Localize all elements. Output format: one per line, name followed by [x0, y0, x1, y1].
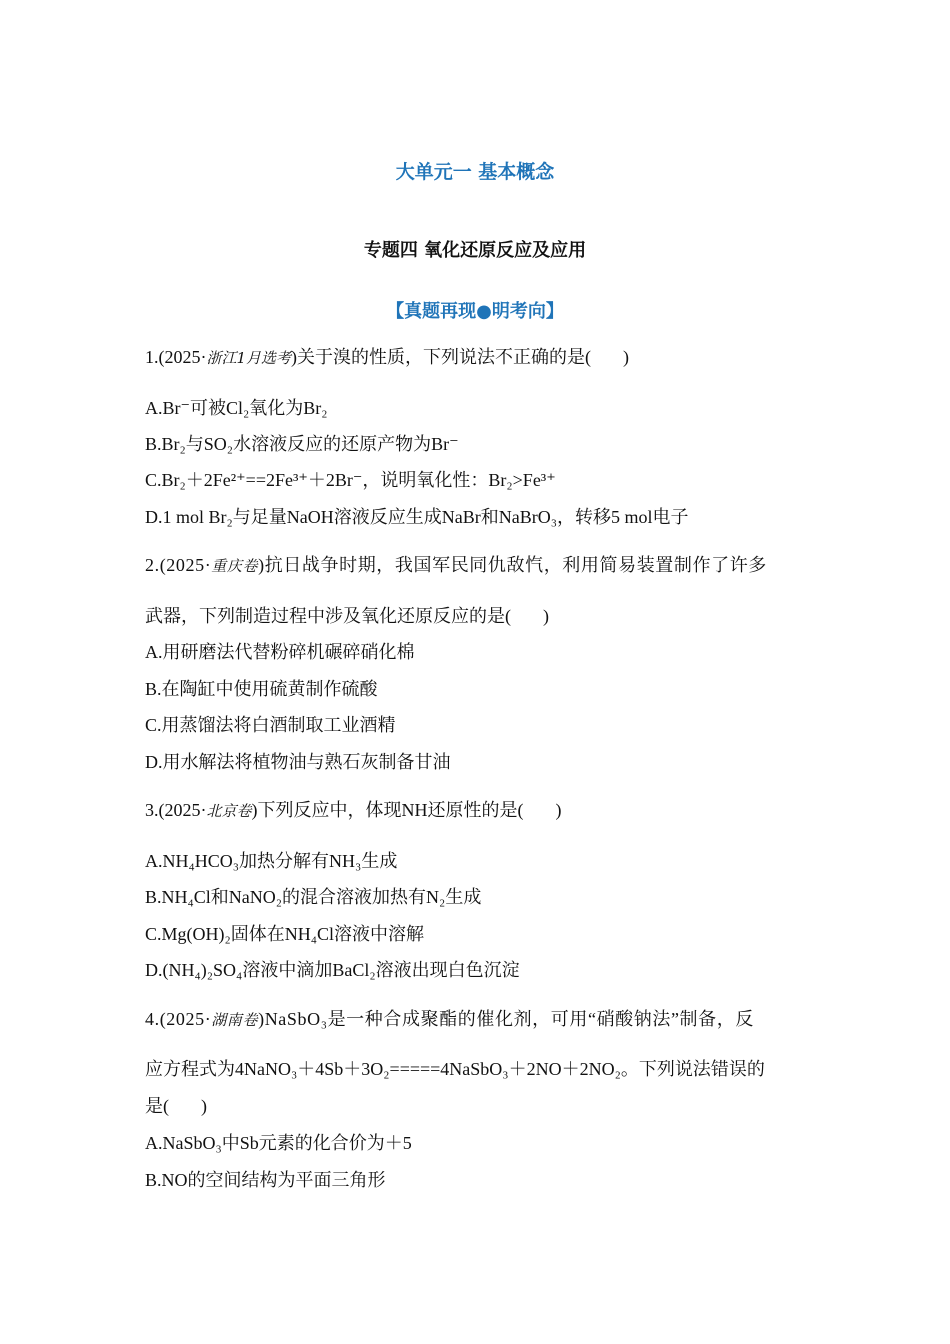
q2-stem-text1: )抗日战争时期，我国军民同仇敌忾，利用简易装置制作了许多: [258, 555, 767, 575]
q2-option-b: B.在陶缸中使用硫黄制作硫酸: [145, 679, 378, 699]
q2-stem-line1: [145, 553, 767, 578]
q3-option-c: C.Mg(OH)₂固体在NH₄Cl溶液中溶解: [145, 924, 425, 944]
q4-number: 4.(2025·: [145, 1009, 212, 1029]
q1-option-a: A.Br⁻可被Cl₂氧化为Br₂: [145, 398, 328, 418]
q4-option-b: B.NO的空间结构为平面三角形: [145, 1170, 386, 1190]
q4-stem-line3: [145, 1094, 207, 1118]
q4-stem-text1: )NaSbO₃是一种合成聚酯的催化剂，可用“硝酸钠法”制备，反: [258, 1009, 754, 1029]
q3-option-b: B.NH₄Cl和NaNO₂的混合溶液加热有N₂生成: [145, 887, 482, 907]
section-title: 【真题再现●明考向】: [386, 301, 564, 322]
q1-option-b: B.Br₂与SO₂水溶液反应的还原产物为Br⁻: [145, 434, 459, 454]
topic-title: 专题四 氧化还原反应及应用: [363, 240, 587, 261]
q2-stem-text2: 武器，下列制造过程中涉及氧化还原反应的是(: [145, 606, 511, 626]
q2-option-a: A.用研磨法代替粉碎机碾碎硝化棉: [145, 642, 415, 662]
q2-number: 2.(2025·: [145, 555, 212, 575]
q3-close: ): [555, 800, 562, 820]
q4-option-a: A.NaSbO₃中Sb元素的化合价为＋5: [145, 1133, 412, 1153]
q3-option-d: D.(NH₄)₂SO₄溶液中滴加BaCl₂溶液出现白色沉淀: [145, 960, 520, 980]
q1-stem-text: )关于溴的性质，下列说法不正确的是(: [291, 347, 592, 367]
q2-option-c: C.用蒸馏法将白酒制取工业酒精: [145, 715, 396, 735]
q1-option-d: D.1 mol Br₂与足量NaOH溶液反应生成NaBr和NaBrO₃，转移5 mol电子: [145, 507, 689, 527]
q3-number: 3.(2025·: [145, 800, 207, 820]
q1-stem: [145, 345, 629, 370]
q4-stem-line1: [145, 1007, 754, 1032]
q1-source: 浙江1月选考: [206, 349, 292, 367]
q3-source: 北京卷: [206, 802, 252, 820]
unit-title: 大单元一 基本概念: [395, 161, 555, 183]
q3-stem: [145, 798, 562, 823]
q3-option-a: A.NH₄HCO₃加热分解有NH₃生成: [145, 851, 398, 871]
q2-close: ): [543, 606, 549, 626]
q4-stem-text3: 是(: [145, 1096, 169, 1116]
q4-source: 湖南卷: [211, 1011, 259, 1029]
q2-option-d: D.用水解法将植物油与熟石灰制备甘油: [145, 752, 451, 772]
q2-source: 重庆卷: [211, 557, 259, 575]
q4-close: ): [201, 1096, 207, 1116]
q3-stem-text: )下列反应中，体现NH还原性的是(: [251, 800, 524, 820]
q1-close: ): [623, 347, 630, 367]
q1-number: 1.(2025·: [145, 347, 207, 367]
q2-stem-line2: [145, 604, 549, 628]
q4-stem-line2: 应方程式为4NaNO₃＋4Sb＋3O₂=====4NaSbO₃＋2NO＋2NO₂。下列说法错误的: [145, 1059, 765, 1079]
q1-option-c: C.Br₂＋2Fe²⁺==2Fe³⁺＋2Br⁻，说明氧化性：Br₂>Fe³⁺: [145, 470, 556, 490]
